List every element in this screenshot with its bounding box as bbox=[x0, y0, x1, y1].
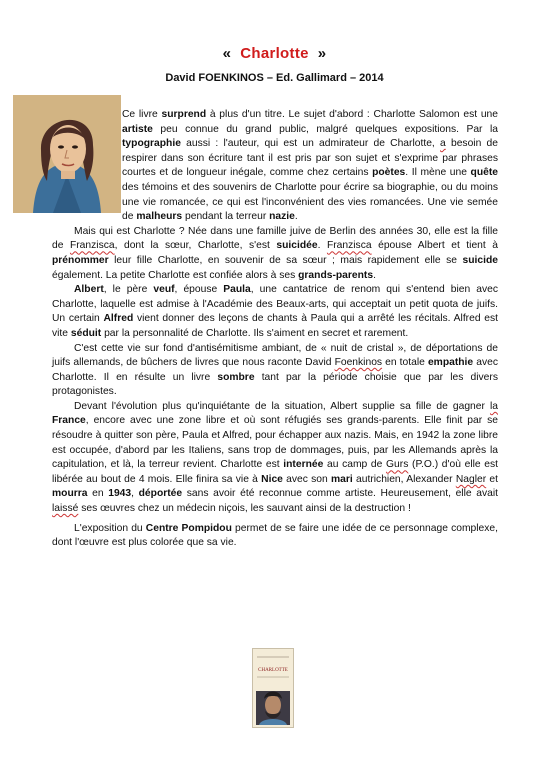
paragraph-1: Ce livre surprend à plus d'un titre. Le sujet d'abord : Charlotte Salomon est une artiste peu connue du grand public, malgré quelques expositions. Par la typographie aussi : l'auteur, qui est un admirateur de Charlotte, a besoin de respirer dans son écriture tant il est pris par son sujet et s'exprime par phrases courtes et de longueur inégale, comme chez certains poètes. Il mène une quête des témoins et des souvenirs de Charlotte pour écrire sa biographie, ou du moins une vie romancée, ce qui est l'inconvénient des vies romancées. Une vie semée de malheurs pendant la terreur nazie. bbox=[122, 109, 499, 223]
review-text bbox=[52, 108, 498, 551]
quote-open: « bbox=[222, 45, 232, 62]
quote-close: » bbox=[317, 45, 327, 62]
paragraph-2: Mais qui est Charlotte ? Née dans une famille juive de Berlin des années 30, elle est la fille de Franzisca, dont la sœur, Charlotte, s'est suicidée. Franzisca épouse Albert et tient à prénommer leur fille Charlotte, en souvenir de sa sœur ; mais rapidement elle se suicide également. La petite Charlotte est confiée alors à ses grands-parents. bbox=[52, 225, 498, 281]
paragraph-6: L'exposition du Centre Pompidou permet de se faire une idée de ce personnage complexe, dont l'œuvre est plus colorée que sa vie. bbox=[52, 522, 499, 549]
paragraph-5: Devant l'évolution plus qu'inquiétante de la situation, Albert supplie sa fille de gagner la France, encore avec une zone libre et où sont réfugiés ses grands-parents. Elle finit par se résoudre à quitter son père, Paula et Alfred, pour échapper aux nazis. Mais, en 1942 la zone libre est occupée, d'abord par les Italiens, sans trop de dommages, puis, par les Allemands après la capitulation, et là, la terreur revient. Charlotte est internée au camp de Gurs (P.O.) d'où elle est libérée au bout de 4 mois. Elle finira sa vie à Nice avec son mari autrichien, Alexander Nagler et mourra en 1943, déportée sans avoir été reconnue comme artiste. Heureusement, elle avait laissé ses œuvres chez un médecin niçois, les sauvant ainsi de la destruction ! bbox=[52, 400, 499, 515]
book-title: Charlotte bbox=[240, 45, 309, 62]
author-publisher-line: David FOENKINOS – Ed. Gallimard – 2014 bbox=[165, 72, 384, 84]
page-title bbox=[0, 45, 549, 62]
cover-title: CHARLOTTE bbox=[258, 668, 288, 673]
paragraph-4: C'est cette vie sur fond d'antisémitisme ambiant, de « nuit de cristal », de déportations de juifs allemands, de bûchers de livres que nous raconte David Foenkinos en totale empathie avec Charlotte. Il en résulte un livre sombre tant par la période choisie que par les divers protagonistes. bbox=[52, 342, 498, 398]
book-cover-illustration bbox=[253, 649, 293, 727]
book-cover-image bbox=[252, 648, 294, 728]
paragraph-3: Albert, le père veuf, épouse Paula, une cantatrice de renom qui s'entend bien avec Charlotte, laquelle est admise à l'Académie des Beaux-arts, qui acceptait un petit quota de juifs. Un certain Alfred vient donner des leçons de chants à Paula qui a arrêté les récitals. Alfred est vite séduit par la personnalité de Charlotte. Ils s'aiment en secret et rarement. bbox=[52, 284, 499, 339]
